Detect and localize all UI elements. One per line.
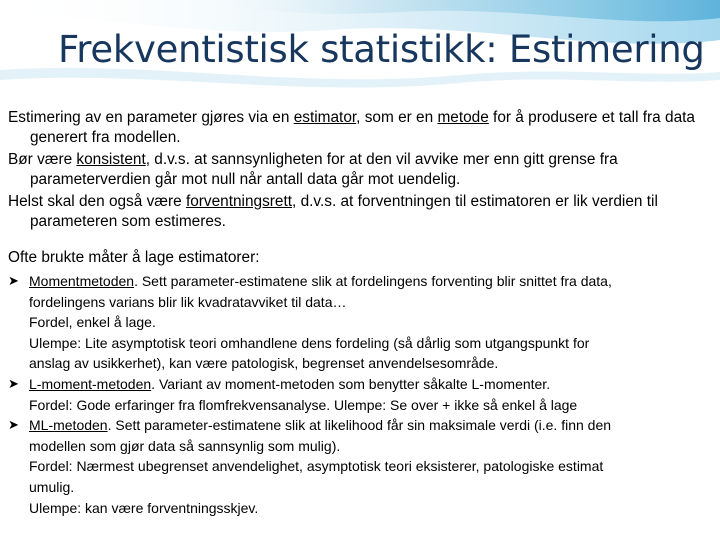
bullet-line: Fordel, enkel å lage.	[29, 314, 156, 331]
term-forventningsrett: forventningsrett	[185, 193, 293, 210]
term-konsistent: konsistent	[76, 151, 146, 168]
bullet-momentmetoden	[8, 271, 716, 374]
paragraph-konsistent	[8, 150, 716, 190]
term-l-moment-metoden: L-moment-metoden	[29, 375, 152, 392]
bullet-text: . Variant av moment-metoden som benytter såkalte L-momenter.	[151, 375, 551, 392]
bullet-line: Fordel: Nærmest ubegrenset anvendelighet, asymptotisk teori eksisterer, patologiske estimat	[29, 458, 604, 475]
paragraph-text: , d.v.s. at forventningen til estimatoren er lik verdien til parameteren som estimeres.	[30, 193, 658, 230]
bullet-line	[29, 415, 716, 436]
paragraph-text: , d.v.s. at sannsynligheten for at den vil avvike mer enn gitt grense fra parameterverdien går mot null når antall data går mot uendelig.	[30, 151, 618, 188]
arrow-bullet-icon: ➤	[8, 417, 19, 433]
paragraph-text: for å produsere et tall fra data generert fra modellen.	[30, 109, 695, 146]
bullet-line: fordelingens varians blir lik kvadratavviket til data…	[29, 293, 347, 310]
paragraph-text: Helst skal den også være	[8, 193, 186, 210]
slide-title: Frekventistisk statistikk: Estimering	[58, 28, 705, 71]
paragraph-estimator	[8, 108, 716, 148]
term-estimator: estimator	[293, 109, 357, 126]
arrow-bullet-icon: ➤	[8, 375, 19, 391]
paragraph-text: Bør være	[8, 151, 77, 168]
bullet-ml-metoden	[8, 415, 716, 518]
bullet-text: . Sett parameter-estimatene slik at fordelingens forventing blir snittet fra data,	[134, 273, 612, 289]
slide-body	[8, 108, 716, 518]
bullet-line: umulig.	[29, 478, 75, 495]
bullet-line	[29, 374, 716, 395]
bullet-line: anslag av usikkerhet), kan være patologisk, begrenset anvendelsesområde.	[29, 355, 499, 372]
subheading: Ofte brukte måter å lage estimatorer:	[8, 249, 260, 266]
bullet-l-moment-metoden	[8, 374, 716, 415]
bullet-line: Ulempe: kan være forventningsskjev.	[29, 499, 259, 516]
paragraph-text: Estimering av en parameter gjøres via en	[8, 109, 294, 126]
paragraph-text: , som er en	[356, 109, 438, 126]
arrow-bullet-icon: ➤	[8, 273, 19, 288]
bullet-line	[29, 271, 716, 292]
term-ml-metoden: ML-metoden	[29, 417, 108, 434]
term-momentmetoden: Momentmetoden	[29, 273, 135, 289]
term-metode: metode	[437, 109, 489, 126]
bullet-text: . Sett parameter-estimatene slik at likelihood får sin maksimale verdi (i.e. finn den	[107, 417, 612, 434]
bullet-line: modellen som gjør data så sannsynlig som mulig).	[29, 437, 341, 454]
bullet-line: Ulempe: Lite asymptotisk teori omhandlene dens fordeling (så dårlig som utgangspunkt for	[29, 334, 590, 351]
bullet-line: Fordel: Gode erfaringer fra flomfrekvensanalyse. Ulempe: Se over + ikke så enkel å lage	[29, 396, 578, 413]
paragraph-forventningsrett	[8, 192, 716, 232]
